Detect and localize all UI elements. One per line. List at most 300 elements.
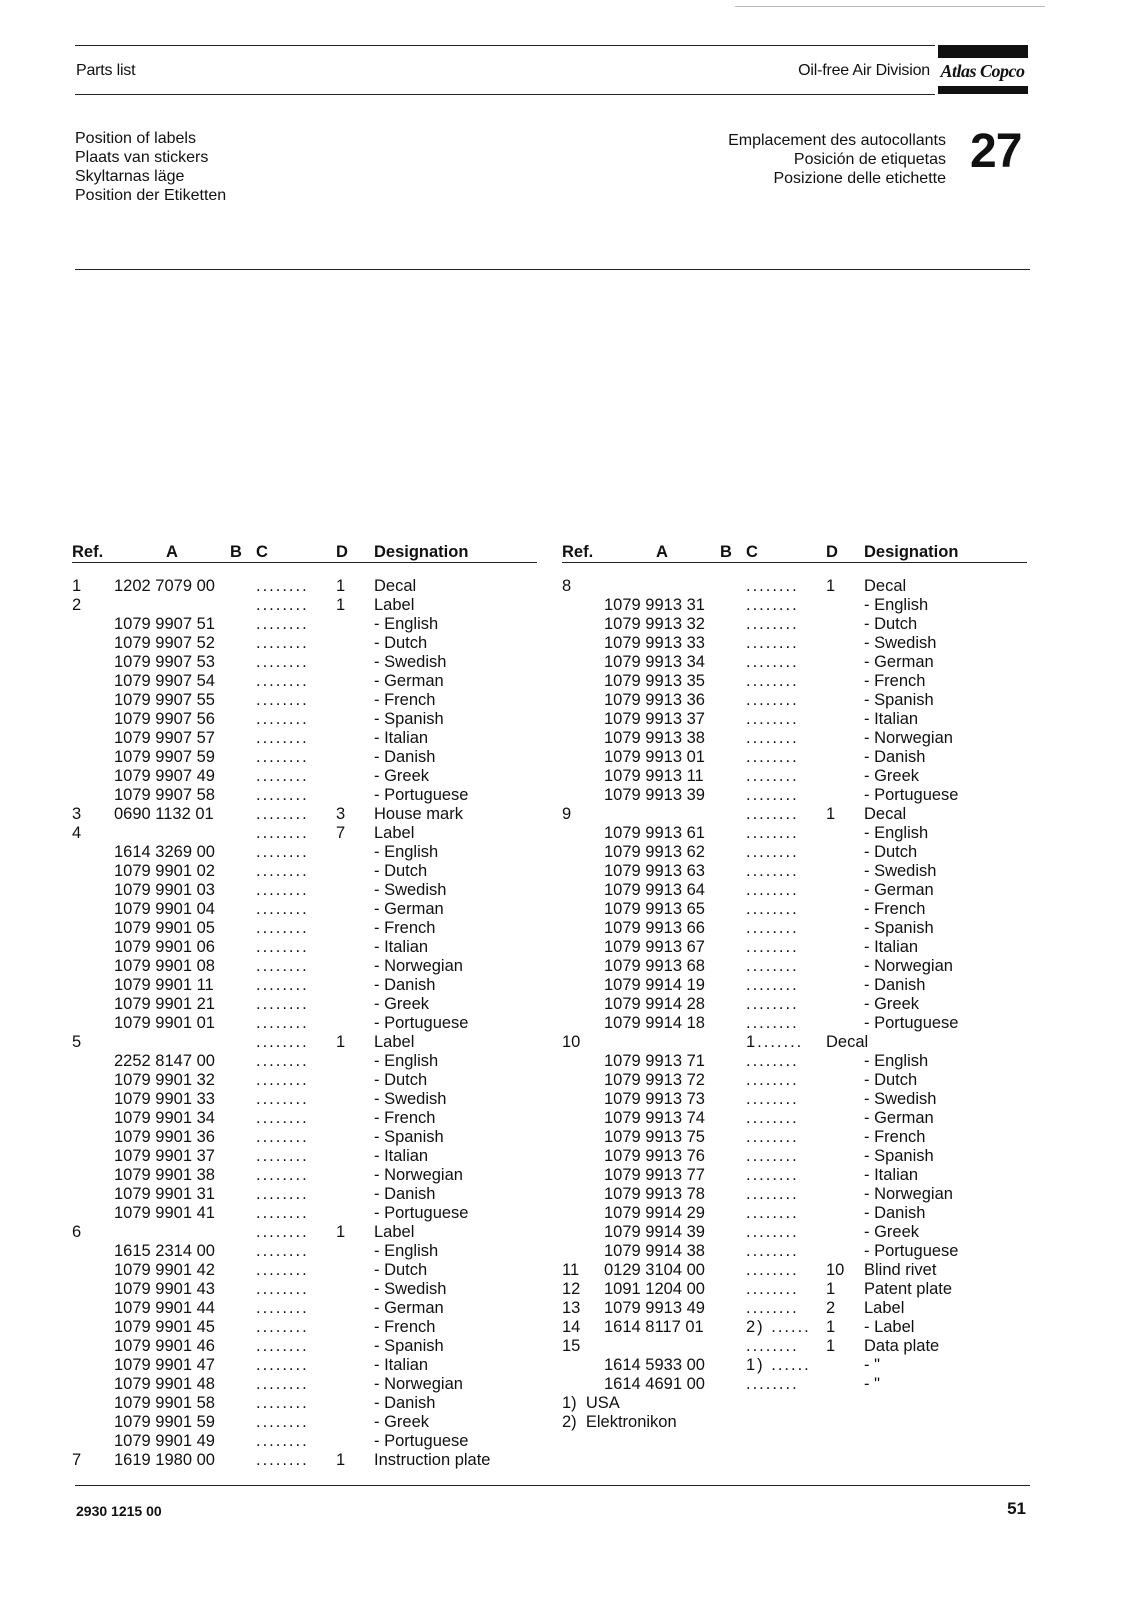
cell-c: ........ [746, 1223, 799, 1241]
cell-designation: - French [374, 919, 436, 937]
cell-designation: - Portuguese [374, 1432, 469, 1450]
chapter-number: 27 [970, 125, 1022, 178]
cell-designation: - Danish [374, 976, 436, 994]
cell-ref [72, 976, 114, 995]
cell-designation: - " [864, 1356, 880, 1374]
cell-part-number: 1079 9913 37 [604, 710, 705, 728]
cell-part-number: 1079 9901 08 [114, 957, 215, 975]
cell-quantity [826, 1128, 864, 1147]
cell-b [720, 596, 746, 615]
table-row [72, 1052, 537, 1071]
cell-part-number: 1079 9913 11 [604, 767, 704, 785]
cell-b [230, 729, 256, 748]
cell-c: ........ [256, 615, 309, 633]
table-row [562, 843, 1027, 862]
brand-logo: Atlas Copco [940, 61, 1025, 81]
col-designation: Designation [374, 540, 537, 563]
cell-part-number: 1079 9901 31 [114, 1185, 215, 1203]
cell-ref: 2 [72, 596, 82, 614]
cell-part-number: 1079 9907 51 [114, 615, 215, 633]
cell-part-number: 1079 9913 76 [604, 1147, 705, 1165]
cell-ref: 8 [562, 577, 572, 595]
table-row [562, 1033, 1027, 1052]
table-row [562, 1128, 1027, 1147]
cell-ref [72, 1166, 114, 1185]
cell-c: ........ [746, 577, 799, 595]
cell-quantity [826, 710, 864, 729]
cell-b [720, 1223, 746, 1242]
cell-designation: - Swedish [864, 1090, 937, 1108]
table-row [72, 729, 537, 748]
cell-designation: - French [864, 900, 926, 918]
cell-quantity [336, 1337, 374, 1356]
cell-quantity: 10 [826, 1261, 845, 1279]
cell-ref [72, 843, 114, 862]
cell-designation [864, 1033, 1027, 1052]
cell-b [230, 691, 256, 710]
cell-ref [562, 1204, 604, 1223]
cell-part-number: 1079 9913 68 [604, 957, 705, 975]
cell-b [230, 1223, 256, 1242]
table-row [562, 672, 1027, 691]
cell-quantity: 1 [826, 805, 836, 823]
cell-ref [562, 767, 604, 786]
cell-quantity [826, 995, 864, 1014]
cell-designation: - Norwegian [864, 957, 953, 975]
footnote-key: 2) [562, 1413, 577, 1431]
cell-c: ........ [256, 824, 309, 842]
col-c: C [256, 540, 336, 563]
cell-part-number: 1079 9913 35 [604, 672, 705, 690]
cell-quantity [826, 862, 864, 881]
cell-designation: - Swedish [374, 881, 447, 899]
cell-part-number: 1614 5933 00 [604, 1356, 705, 1374]
cell-b [230, 1128, 256, 1147]
footer-rule [75, 1485, 1030, 1486]
cell-designation: - Norwegian [374, 1166, 463, 1184]
cell-quantity [826, 729, 864, 748]
table-row [72, 1223, 537, 1242]
cell-quantity [336, 1261, 374, 1280]
cell-designation: - Spanish [864, 691, 934, 709]
cell-c: ........ [746, 1128, 799, 1146]
division-label: Oil-free Air Division [798, 62, 930, 79]
cell-quantity [336, 1166, 374, 1185]
cell-c: ........ [256, 843, 309, 861]
cell-designation: - English [864, 824, 929, 842]
cell-ref [562, 596, 604, 615]
cell-designation: Data plate [864, 1337, 940, 1355]
cell-c: ........ [746, 957, 799, 975]
section-label: Parts list [76, 62, 136, 79]
cell-quantity [336, 1432, 374, 1451]
cell-b [720, 1090, 746, 1109]
cell-quantity [336, 1299, 374, 1318]
cell-quantity [336, 995, 374, 1014]
cell-designation: - Swedish [864, 862, 937, 880]
cell-part-number: 1079 9901 42 [114, 1261, 215, 1279]
cell-ref [72, 1071, 114, 1090]
cell-quantity [336, 1356, 374, 1375]
cell-quantity [826, 900, 864, 919]
cell-part-number: 1079 9907 52 [114, 634, 215, 652]
cell-designation: - French [864, 672, 926, 690]
cell-c: ........ [746, 1052, 799, 1070]
cell-quantity [826, 748, 864, 767]
cell-part-number: 1079 9901 43 [114, 1280, 215, 1298]
cell-c: ........ [746, 1375, 799, 1393]
cell-part-number: 1079 9901 48 [114, 1375, 215, 1393]
cell-ref [72, 995, 114, 1014]
cell-quantity [826, 1014, 864, 1033]
cell-designation: - Dutch [864, 615, 918, 633]
cell-c: ........ [746, 862, 799, 880]
cell-part-number: 1079 9901 06 [114, 938, 215, 956]
cell-c: ........ [256, 1451, 309, 1469]
cell-c: ........ [256, 691, 309, 709]
cell-b [230, 1052, 256, 1071]
cell-b [720, 634, 746, 653]
cell-c: ........ [256, 976, 309, 994]
cell-part-number: 1079 9913 73 [604, 1090, 705, 1108]
cell-designation: - Norwegian [864, 1185, 953, 1203]
cell-ref [72, 1280, 114, 1299]
cell-b [230, 1356, 256, 1375]
cell-designation: - " [864, 1375, 880, 1393]
col-a: A [114, 540, 230, 563]
cell-part-number [604, 577, 720, 596]
table-row [562, 710, 1027, 729]
cell-quantity [826, 1204, 864, 1223]
cell-quantity [826, 1052, 864, 1071]
cell-b [230, 881, 256, 900]
table-row [72, 786, 537, 805]
cell-c: ........ [746, 634, 799, 652]
cell-part-number: 1079 9901 45 [114, 1318, 215, 1336]
cell-ref [72, 710, 114, 729]
cell-b [230, 1432, 256, 1451]
col-ref: Ref. [72, 540, 114, 563]
cell-designation: Decal [374, 577, 417, 595]
title-en: Position of labels [75, 130, 196, 147]
cell-quantity: 1 [336, 577, 346, 595]
cell-b [720, 1052, 746, 1071]
table-row [72, 1242, 537, 1261]
cell-b [230, 843, 256, 862]
top-rule-faint [735, 6, 1045, 7]
cell-ref [562, 881, 604, 900]
cell-b [720, 805, 746, 824]
cell-c: ........ [746, 938, 799, 956]
cell-designation: - Dutch [374, 862, 428, 880]
table-row [562, 1204, 1027, 1223]
cell-designation: - French [864, 1128, 926, 1146]
cell-part-number [604, 1033, 720, 1052]
cell-part-number: 1079 9901 32 [114, 1071, 215, 1089]
cell-part-number: 1079 9907 59 [114, 748, 215, 766]
cell-b [720, 1109, 746, 1128]
cell-b [230, 976, 256, 995]
cell-b [230, 1033, 256, 1052]
table-row [562, 995, 1027, 1014]
cell-ref: 5 [72, 1033, 82, 1051]
cell-ref [72, 1318, 114, 1337]
cell-quantity: Decal [826, 1033, 869, 1051]
cell-part-number: 1091 1204 00 [604, 1280, 705, 1298]
cell-b [720, 748, 746, 767]
cell-quantity [826, 1356, 864, 1375]
table-row [562, 596, 1027, 615]
table-row [562, 767, 1027, 786]
cell-ref [562, 1071, 604, 1090]
cell-designation: - Portuguese [374, 1204, 469, 1222]
footnote-text: Elektronikon [585, 1413, 677, 1431]
cell-b [230, 653, 256, 672]
cell-designation: - Swedish [864, 634, 937, 652]
cell-quantity: 1 [336, 1033, 346, 1051]
cell-ref [562, 615, 604, 634]
cell-b [230, 1014, 256, 1033]
cell-b [230, 919, 256, 938]
table-row [72, 1090, 537, 1109]
cell-designation: - Portuguese [864, 786, 959, 804]
cell-c: ........ [746, 653, 799, 671]
cell-quantity [336, 1242, 374, 1261]
cell-ref: 3 [72, 805, 82, 823]
cell-designation: - Danish [374, 1185, 436, 1203]
cell-b [230, 596, 256, 615]
cell-quantity [826, 1375, 864, 1394]
cell-ref [72, 615, 114, 634]
cell-c: ........ [256, 1299, 309, 1317]
cell-ref [562, 748, 604, 767]
cell-b [230, 1109, 256, 1128]
table-row [72, 1432, 537, 1451]
cell-quantity [336, 957, 374, 976]
cell-ref [72, 1337, 114, 1356]
table-row [72, 1394, 537, 1413]
cell-quantity: 1 [826, 577, 836, 595]
cell-part-number: 1079 9907 55 [114, 691, 215, 709]
cell-designation: - English [374, 615, 439, 633]
cell-part-number: 1079 9913 36 [604, 691, 705, 709]
cell-c: ........ [746, 881, 799, 899]
cell-b [720, 1356, 746, 1375]
cell-c: ........ [256, 1261, 309, 1279]
cell-ref: 4 [72, 824, 82, 842]
cell-designation: - German [374, 672, 444, 690]
cell-part-number: 1079 9901 46 [114, 1337, 215, 1355]
cell-part-number: 1079 9914 38 [604, 1242, 705, 1260]
cell-part-number: 1079 9901 59 [114, 1413, 215, 1431]
cell-b [720, 995, 746, 1014]
cell-c: ........ [746, 1280, 799, 1298]
cell-designation: - French [374, 1109, 436, 1127]
cell-designation: - English [374, 1052, 439, 1070]
cell-designation: - Greek [864, 1223, 920, 1241]
cell-designation: Blind rivet [864, 1261, 937, 1279]
cell-part-number: 1079 9901 38 [114, 1166, 215, 1184]
table-row [72, 1413, 537, 1432]
cell-part-number: 1079 9913 65 [604, 900, 705, 918]
cell-quantity [826, 1242, 864, 1261]
table-row [562, 615, 1027, 634]
cell-designation: - Danish [374, 748, 436, 766]
cell-c: ........ [746, 691, 799, 709]
cell-part-number: 1079 9913 34 [604, 653, 705, 671]
header-top-rule [75, 45, 935, 46]
cell-ref [72, 862, 114, 881]
cell-designation: - Swedish [374, 1090, 447, 1108]
table-row [72, 615, 537, 634]
cell-b [720, 615, 746, 634]
cell-c: ........ [256, 786, 309, 804]
cell-quantity [826, 957, 864, 976]
cell-designation: Label [374, 596, 415, 614]
cell-quantity [826, 1223, 864, 1242]
cell-designation: - Danish [374, 1394, 436, 1412]
cell-designation: House mark [374, 805, 463, 823]
cell-c: ........ [746, 615, 799, 633]
cell-part-number: 1079 9913 39 [604, 786, 705, 804]
cell-part-number: 1079 9913 64 [604, 881, 705, 899]
cell-c: ........ [256, 862, 309, 880]
cell-quantity [336, 710, 374, 729]
cell-b [230, 748, 256, 767]
cell-c: ........ [256, 653, 309, 671]
table-row [562, 1147, 1027, 1166]
cell-b [230, 615, 256, 634]
cell-b [230, 938, 256, 957]
table-row [72, 824, 537, 843]
cell-designation: - Dutch [374, 634, 428, 652]
table-row [562, 900, 1027, 919]
cell-ref [72, 1147, 114, 1166]
cell-c: ........ [256, 1166, 309, 1184]
cell-c: ........ [746, 596, 799, 614]
cell-c: ........ [746, 710, 799, 728]
cell-designation: - Spanish [374, 710, 444, 728]
cell-part-number: 1079 9907 49 [114, 767, 215, 785]
cell-designation: - Portuguese [374, 1014, 469, 1032]
cell-quantity [826, 767, 864, 786]
table-row [562, 824, 1027, 843]
cell-ref [562, 1242, 604, 1261]
cell-c: ........ [256, 805, 309, 823]
cell-part-number: 1079 9913 67 [604, 938, 705, 956]
cell-quantity [336, 1071, 374, 1090]
table-row [72, 672, 537, 691]
table-row [562, 1166, 1027, 1185]
cell-b [230, 1071, 256, 1090]
cell-designation: - Dutch [864, 843, 918, 861]
cell-quantity [336, 1090, 374, 1109]
table-row [72, 1318, 537, 1337]
table-row [72, 748, 537, 767]
table-row [72, 805, 537, 824]
table-row [562, 1185, 1027, 1204]
cell-part-number [604, 1337, 720, 1356]
cell-part-number: 1079 9901 11 [114, 976, 214, 994]
table-row [562, 653, 1027, 672]
cell-b [720, 767, 746, 786]
cell-ref [562, 710, 604, 729]
cell-c: ........ [746, 1109, 799, 1127]
cell-part-number: 1619 1980 00 [114, 1451, 215, 1469]
cell-b [720, 1261, 746, 1280]
cell-ref [72, 1432, 114, 1451]
cell-designation: - Dutch [374, 1071, 428, 1089]
cell-ref [72, 691, 114, 710]
cell-designation: - German [864, 1109, 934, 1127]
cell-designation: - French [374, 1318, 436, 1336]
cell-c: 1....... [746, 1033, 804, 1051]
cell-designation: Label [374, 1033, 415, 1051]
cell-part-number: 1079 9901 05 [114, 919, 215, 937]
cell-ref [72, 900, 114, 919]
cell-c: ........ [256, 1033, 309, 1051]
cell-ref [562, 1185, 604, 1204]
cell-part-number: 1079 9913 49 [604, 1299, 705, 1317]
cell-ref [72, 1052, 114, 1071]
table-row [72, 938, 537, 957]
cell-quantity: 7 [336, 824, 346, 842]
cell-ref: 11 [562, 1261, 580, 1279]
table-row [72, 1109, 537, 1128]
cell-c: ........ [746, 786, 799, 804]
cell-b [720, 577, 746, 596]
cell-quantity [336, 862, 374, 881]
cell-part-number [114, 596, 230, 615]
cell-designation: Instruction plate [374, 1451, 491, 1469]
table-row [562, 1014, 1027, 1033]
cell-ref [72, 1375, 114, 1394]
cell-c: ........ [256, 1394, 309, 1412]
cell-quantity: 1 [826, 1337, 836, 1355]
cell-ref: 9 [562, 805, 572, 823]
cell-c: ........ [746, 1299, 799, 1317]
cell-b [720, 1071, 746, 1090]
cell-c: ........ [256, 1337, 309, 1355]
cell-b [230, 824, 256, 843]
cell-designation: - Swedish [374, 1280, 447, 1298]
cell-c: ........ [256, 1185, 309, 1203]
cell-part-number: 1079 9907 58 [114, 786, 215, 804]
table-row [562, 729, 1027, 748]
cell-quantity [336, 919, 374, 938]
cell-part-number: 1079 9901 01 [114, 1014, 215, 1032]
cell-c: ........ [746, 900, 799, 918]
cell-part-number: 1079 9913 74 [604, 1109, 705, 1127]
cell-part-number: 1079 9914 28 [604, 995, 705, 1013]
table-row [562, 957, 1027, 976]
title-de: Position der Etiketten [75, 187, 227, 204]
cell-ref [562, 1223, 604, 1242]
cell-part-number: 1079 9913 75 [604, 1128, 705, 1146]
cell-c: ........ [256, 919, 309, 937]
table-row [562, 1375, 1027, 1394]
cell-c: ........ [256, 1128, 309, 1146]
cell-b [230, 862, 256, 881]
table-row [562, 1090, 1027, 1109]
table-row [72, 1071, 537, 1090]
cell-quantity [336, 900, 374, 919]
cell-b [230, 1394, 256, 1413]
cell-ref [562, 1356, 604, 1375]
table-row [72, 577, 537, 596]
cell-quantity [826, 596, 864, 615]
cell-part-number: 1079 9913 31 [604, 596, 705, 614]
